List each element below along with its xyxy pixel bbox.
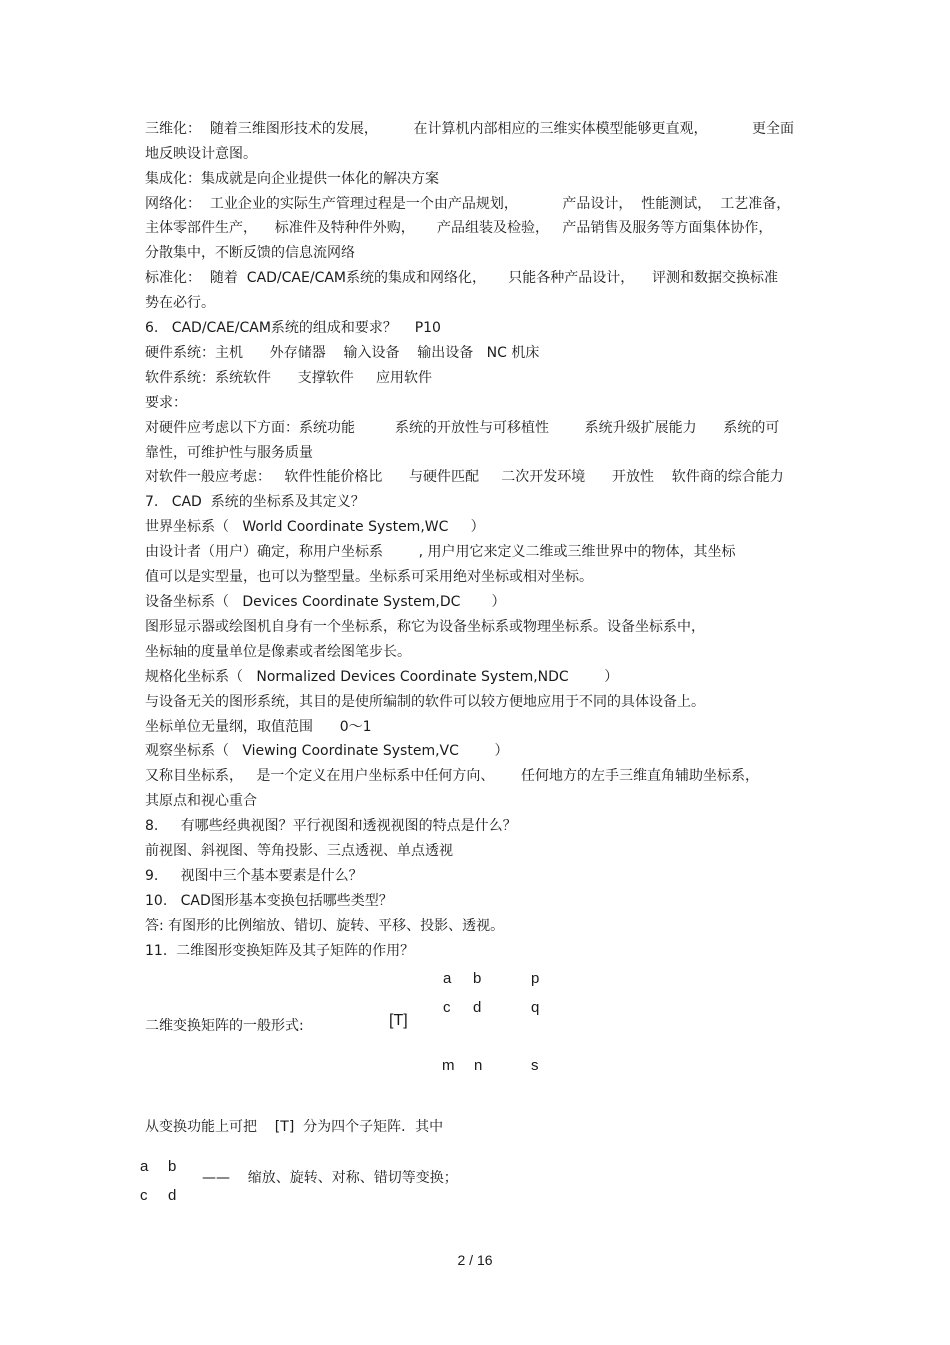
text-line: 地反映设计意图。 [145,146,257,162]
text-line: 对硬件应考虑以下方面：系统功能 系统的开放性与可移植性 系统升级扩展能力 系统的可 [145,420,780,436]
heading-q8: 8. 有哪些经典视图？平行视图和透视视图的特点是什么？ [145,818,517,834]
matrix-cell: d [168,1187,177,1204]
matrix-cell: b [473,970,482,987]
matrix-cell: m [442,1057,455,1074]
matrix-cell: s [531,1057,539,1074]
matrix-cell: a [140,1158,149,1175]
matrix-cell: c [443,999,451,1016]
heading-q9: 9. 视图中三个基本要素是什么？ [145,868,363,884]
page-number: 2 / 16 [457,1252,493,1268]
matrix-cell: a [443,970,452,987]
text-line: 对软件一般应考虑： 软件性能价格比 与硬件匹配 二次开发环境 开放性 软件商的综合能力 [145,469,784,485]
text-line: 软件系统：系统软件 支撑软件 应用软件 [145,370,432,386]
text-line: 主体零部件生产， 标准件及特种件外购， 产品组装及检验， 产品销售及服务等方面集体协作， [145,220,773,236]
text-line: 集成化：集成就是向企业提供一体化的解决方案 [145,171,439,187]
matrix-cell: p [531,970,540,987]
text-line: 又称目坐标系， 是一个定义在用户坐标系中任何方向、 任何地方的左手三维直角辅助坐标系， [145,768,760,784]
matrix-symbol: [T] [389,1012,408,1029]
text-line: 分散集中，不断反馈的信息流网络 [145,245,355,261]
text-line: 设备坐标系（ Devices Coordinate System,DC ） [145,594,506,610]
text-line: 势在必行。 [145,295,215,311]
heading-q10: 10. CAD图形基本变换包括哪些类型？ [145,893,393,909]
text-line: 硬件系统：主机 外存储器 输入设备 输出设备 NC 机床 [145,345,540,361]
text-line: 值可以是实型量，也可以为整型量。坐标系可采用绝对坐标或相对坐标。 [145,569,593,585]
text-line: 三维化： 随着三维图形技术的发展， 在计算机内部相应的三维实体模型能够更直观， 更全面 [145,121,795,137]
text-line: 由设计者（用户）确定，称用户坐标系 , 用户用它来定义二维或三维世界中的物体，其坐标 [145,544,736,560]
submatrix-intro: 从变换功能上可把 [T] 分为四个子矩阵．其中 [145,1119,444,1135]
matrix-label: 二维变换矩阵的一般形式: [145,1018,304,1034]
text-line: 与设备无关的图形系统，其目的是使所编制的软件可以较方便地应用于不同的具体设备上。 [145,694,705,710]
text-line: 观察坐标系（ Viewing Coordinate System,VC ） [145,743,509,759]
text-line: 网络化： 工业企业的实际生产管理过程是一个由产品规划， 产品设计， 性能测试， 工艺准备， [145,196,791,212]
text-line: 其原点和视心重合 [145,793,257,809]
text-line: 答: 有图形的比例缩放、错切、旋转、平移、投影、透视。 [145,918,505,934]
text-line: 坐标轴的度量单位是像素或者绘图笔步长。 [145,644,411,660]
heading-q6: 6. CAD/CAE/CAM系统的组成和要求？ P10 [145,320,441,336]
matrix-cell: n [474,1057,483,1074]
text-line: 靠性，可维护性与服务质量 [145,445,313,461]
heading-q11: 11. 二维图形变换矩阵及其子矩阵的作用？ [145,943,415,959]
text-line: 规格化坐标系（ Normalized Devices Coordinate System,NDC ） [145,669,619,685]
text-line: 图形显示器或绘图机自身有一个坐标系，称它为设备坐标系或物理坐标系。设备坐标系中， [145,619,705,635]
submatrix-description: —— 缩放、旋转、对称、错切等变换； [202,1170,458,1186]
text-line: 前视图、斜视图、等角投影、三点透视、单点透视 [145,843,453,859]
text-line: 世界坐标系（ World Coordinate System,WC ） [145,519,485,535]
text-line: 坐标单位无量纲，取值范围 0～1 [145,719,372,735]
matrix-cell: q [531,999,540,1016]
text-line: 要求： [145,395,187,411]
matrix-cell: d [473,999,482,1016]
matrix-cell: c [140,1187,148,1204]
matrix-cell: b [168,1158,177,1175]
text-line: 标准化： 随着 CAD/CAE/CAM系统的集成和网络化， 只能各种产品设计， 评测和数据交换标准 [145,270,779,286]
heading-q7: 7. CAD 系统的坐标系及其定义？ [145,494,365,510]
